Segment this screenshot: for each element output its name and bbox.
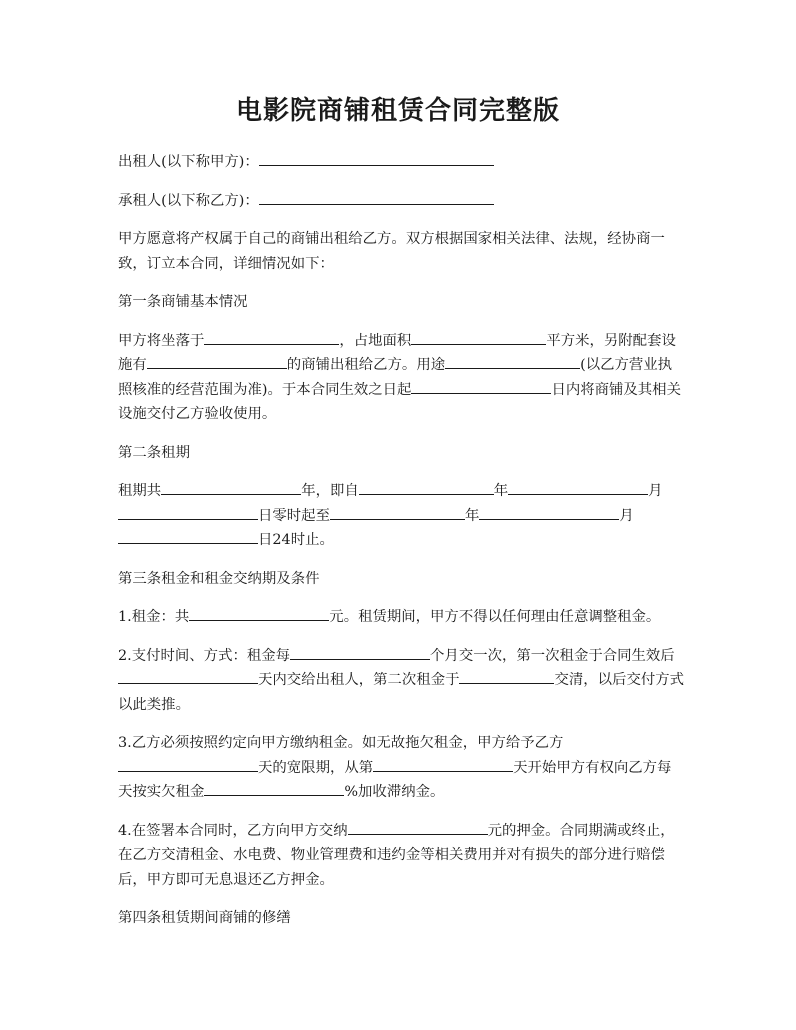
art3-4-text-2: 元的押金。合同期满或终止，在乙方交清租金、水电费、物业管理费和违约金等相关费用并对有损失的部分进行赔偿后，甲方即可无息退还乙方押金。 <box>118 822 675 888</box>
article-1-body <box>118 329 684 427</box>
art1-text-4: 的商铺出租给乙方。用途 <box>286 357 446 373</box>
art2-text-6: 年 <box>464 507 480 524</box>
lessor-line <box>118 150 684 175</box>
art1-text-1: 甲方将坐落于 <box>118 332 205 349</box>
article-3-item-4 <box>118 819 684 893</box>
art3-2-text-4: 交清，以后交付方式以此类推。 <box>118 672 685 713</box>
rent-amount-blank <box>189 606 329 621</box>
end-month-blank <box>479 505 619 520</box>
art2-text-7: 月 <box>619 507 634 524</box>
usage-blank <box>445 354 580 369</box>
art1-text-6: 日内将商铺及其相关设施交付乙方验收使用。 <box>118 381 681 422</box>
term-years-blank <box>161 480 301 495</box>
art3-1-text-2: 元。租赁期间，甲方不得以任何理由任意调整租金。 <box>329 609 661 625</box>
art1-text-3: 平方米，另附配套设施有 <box>118 332 676 373</box>
art3-1-text-1: 1.租金：共 <box>118 609 190 625</box>
document-body <box>118 150 684 945</box>
start-day-blank <box>118 505 258 520</box>
art2-text-3: 年 <box>493 483 509 499</box>
penalty-start-day-blank <box>373 757 513 772</box>
article-1-heading: 第一条商铺基本情况 <box>118 294 248 310</box>
art1-text-2: ，占地面积 <box>339 332 412 349</box>
art2-text-5: 日零时起至 <box>258 507 330 524</box>
art3-2-text-1: 2.支付时间、方式：租金每 <box>118 647 291 664</box>
first-payment-days-blank <box>118 669 258 684</box>
intro-paragraph: 甲方愿意将产权属于自己的商铺出租给乙方。双方根据国家相关法律、法规，经协商一致，订立本合同，详细情况如下： <box>118 231 665 272</box>
lessor-blank <box>259 151 494 166</box>
area-blank <box>411 330 546 345</box>
article-3-item-2 <box>118 644 684 718</box>
article-3-heading: 第三条租金和租金交纳期及条件 <box>118 570 320 587</box>
document-title: 电影院商铺租赁合同完整版 <box>235 96 560 126</box>
art3-2-text-3: 天内交给出租人，第二次租金于 <box>258 672 460 688</box>
lessee-blank <box>259 190 494 205</box>
start-year-blank <box>359 480 494 495</box>
grace-days-blank <box>118 757 258 772</box>
penalty-rate-blank <box>204 781 344 796</box>
lessee-label: 承租人(以下称乙方)： <box>118 192 259 209</box>
art3-2-text-2: 个月交一次，第一次租金于合同生效后 <box>430 647 675 664</box>
art2-text-2: 年，即自 <box>301 483 359 499</box>
lessee-line <box>118 189 684 214</box>
end-year-blank <box>330 505 465 520</box>
end-day-blank <box>118 529 258 544</box>
art2-text-8: 日24时止。 <box>258 532 334 548</box>
art3-4-text-1: 4.在签署本合同时，乙方向甲方交纳 <box>118 822 348 839</box>
art3-3-text-2: 天的宽限期，从第 <box>258 759 374 776</box>
article-2-body <box>118 479 684 553</box>
art3-3-text-3: 天开始甲方有权向乙方每天按实欠租金 <box>118 759 672 800</box>
art1-text-5: (以乙方营业执照核准的经营范围为准)。于本合同生效之日起 <box>118 357 673 398</box>
delivery-days-blank <box>411 379 551 394</box>
art3-3-text-4: %加收滞纳金。 <box>344 784 445 800</box>
location-blank <box>204 330 339 345</box>
article-4-heading: 第四条租赁期间商铺的修缮 <box>118 910 291 926</box>
art2-text-1: 租期共 <box>118 483 162 499</box>
article-2-heading: 第二条租期 <box>118 444 190 461</box>
start-month-blank <box>508 480 648 495</box>
second-payment-blank <box>459 669 554 684</box>
art3-3-text-1: 3.乙方必须按照约定向甲方缴纳租金。如无故拖欠租金，甲方给予乙方 <box>118 735 564 751</box>
deposit-blank <box>348 820 488 835</box>
facilities-blank <box>147 354 287 369</box>
article-3-item-1 <box>118 605 684 630</box>
lessor-label: 出租人(以下称甲方)： <box>118 154 259 170</box>
article-3-item-3 <box>118 731 684 805</box>
art2-text-4: 月 <box>648 483 663 499</box>
payment-interval-blank <box>290 645 430 660</box>
